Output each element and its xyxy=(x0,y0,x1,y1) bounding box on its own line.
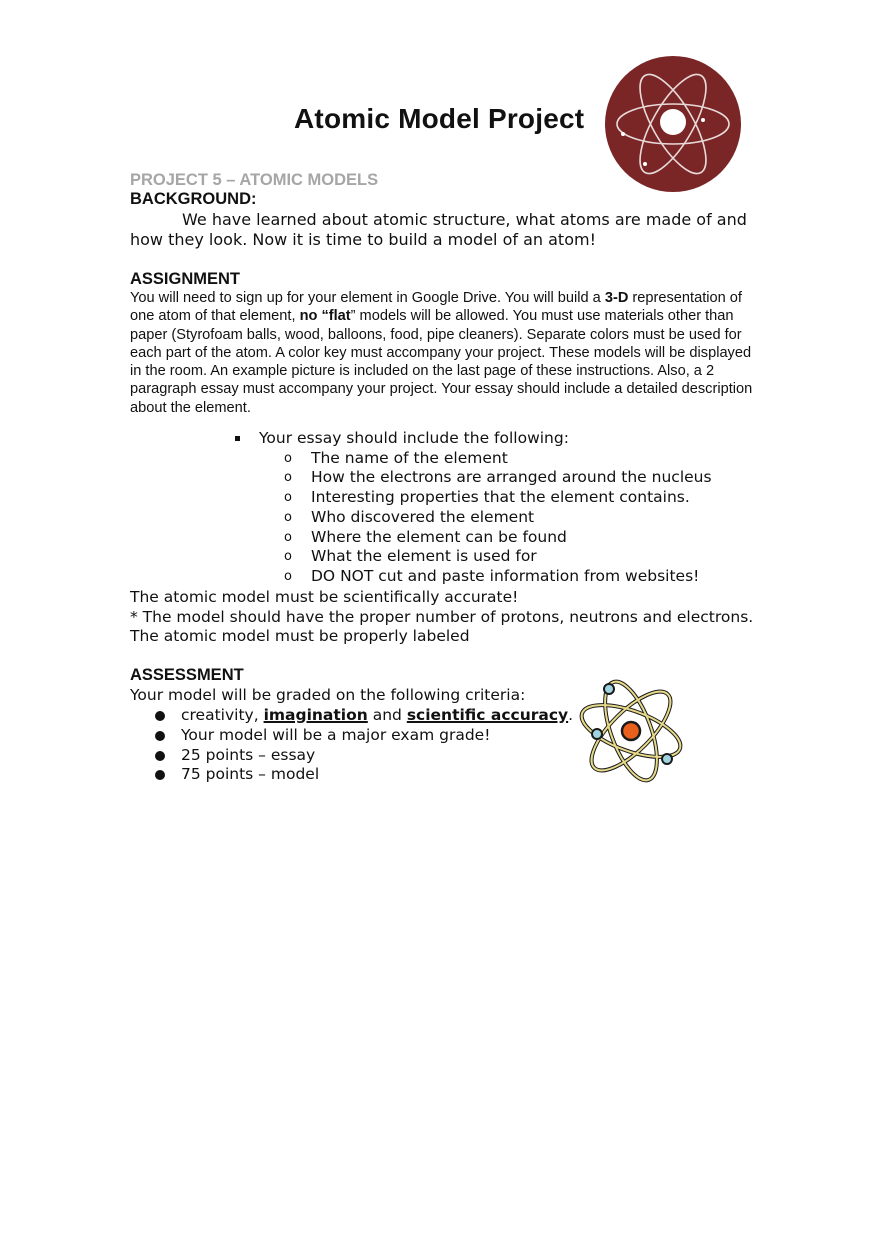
essay-item: o What the element is used for xyxy=(284,547,712,567)
criteria-item: Your model will be a major exam grade! xyxy=(155,726,573,746)
crit-text: and xyxy=(367,706,407,724)
crit-text: creativity, xyxy=(181,706,264,724)
criteria-item: 25 points – essay xyxy=(155,746,573,766)
assignment-text-part-1: You will need to sign up for your element in Google Drive. You will build a xyxy=(130,290,605,306)
background-text xyxy=(130,210,750,250)
project-label: PROJECT 5 – ATOMIC MODELS xyxy=(130,171,379,189)
essay-item: o Who discovered the element xyxy=(284,508,712,528)
essay-item: o How the electrons are arranged around the nucleus xyxy=(284,468,712,488)
criteria-item xyxy=(155,706,573,726)
assignment-text xyxy=(130,289,755,417)
background-line-1: We have learned about atomic structure, what atoms are made of and xyxy=(182,210,747,229)
requirement-line: The atomic model must be scientifically accurate! xyxy=(130,588,519,606)
page-title: Atomic Model Project xyxy=(294,103,585,134)
essay-sublist xyxy=(232,449,712,587)
essay-item: o Interesting properties that the element contains. xyxy=(284,488,712,508)
essay-list xyxy=(232,429,712,587)
background-line-2: how they look. Now it is time to build a model of an atom! xyxy=(130,230,596,249)
criteria-list xyxy=(155,706,573,785)
requirement-line: The atomic model must be properly labeled xyxy=(130,627,470,646)
background-heading: BACKGROUND: xyxy=(130,190,257,208)
assignment-text-part-2: representation of one atom of that element, xyxy=(130,290,742,325)
essay-item: o The name of the element xyxy=(284,449,712,469)
crit-imagination: imagination xyxy=(263,706,368,724)
assignment-text-part-3: ” models will be allowed. You must use materials other than paper (Styrofoam balls, wood, balloons, food, pipe cleaners). Separate colors must be used for each part of the atom. A color key must accompany your project. These models will be displayed in the room. An example picture is included on the last page of these instructions. Also, a 2 paragraph essay must accompany your project. Your essay should include a detailed description about the element. xyxy=(130,308,753,416)
essay-list-heading xyxy=(232,429,712,449)
assignment-bold-3d: 3-D xyxy=(604,290,629,306)
essay-item: o Where the element can be found xyxy=(284,528,712,548)
assessment-heading: ASSESSMENT xyxy=(130,666,244,684)
atom-logo-icon xyxy=(605,56,741,192)
requirements xyxy=(130,588,770,647)
requirement-line: * The model should have the proper number of protons, neutrons and electrons. xyxy=(130,607,754,626)
crit-scientific-accuracy: scientific accuracy xyxy=(406,706,569,724)
essay-sublist-container xyxy=(232,449,712,587)
assignment-bold-no-flat: no “flat xyxy=(299,308,351,325)
criteria-item: 75 points – model xyxy=(155,765,573,785)
assessment-intro: Your model will be graded on the following criteria: xyxy=(130,686,526,704)
essay-heading-text: Your essay should include the following: xyxy=(259,429,569,447)
assignment-heading: ASSIGNMENT xyxy=(130,270,241,288)
essay-item: o DO NOT cut and paste information from websites! xyxy=(284,567,712,587)
atom-illustration-icon xyxy=(575,678,695,784)
crit-text: . xyxy=(568,706,574,724)
